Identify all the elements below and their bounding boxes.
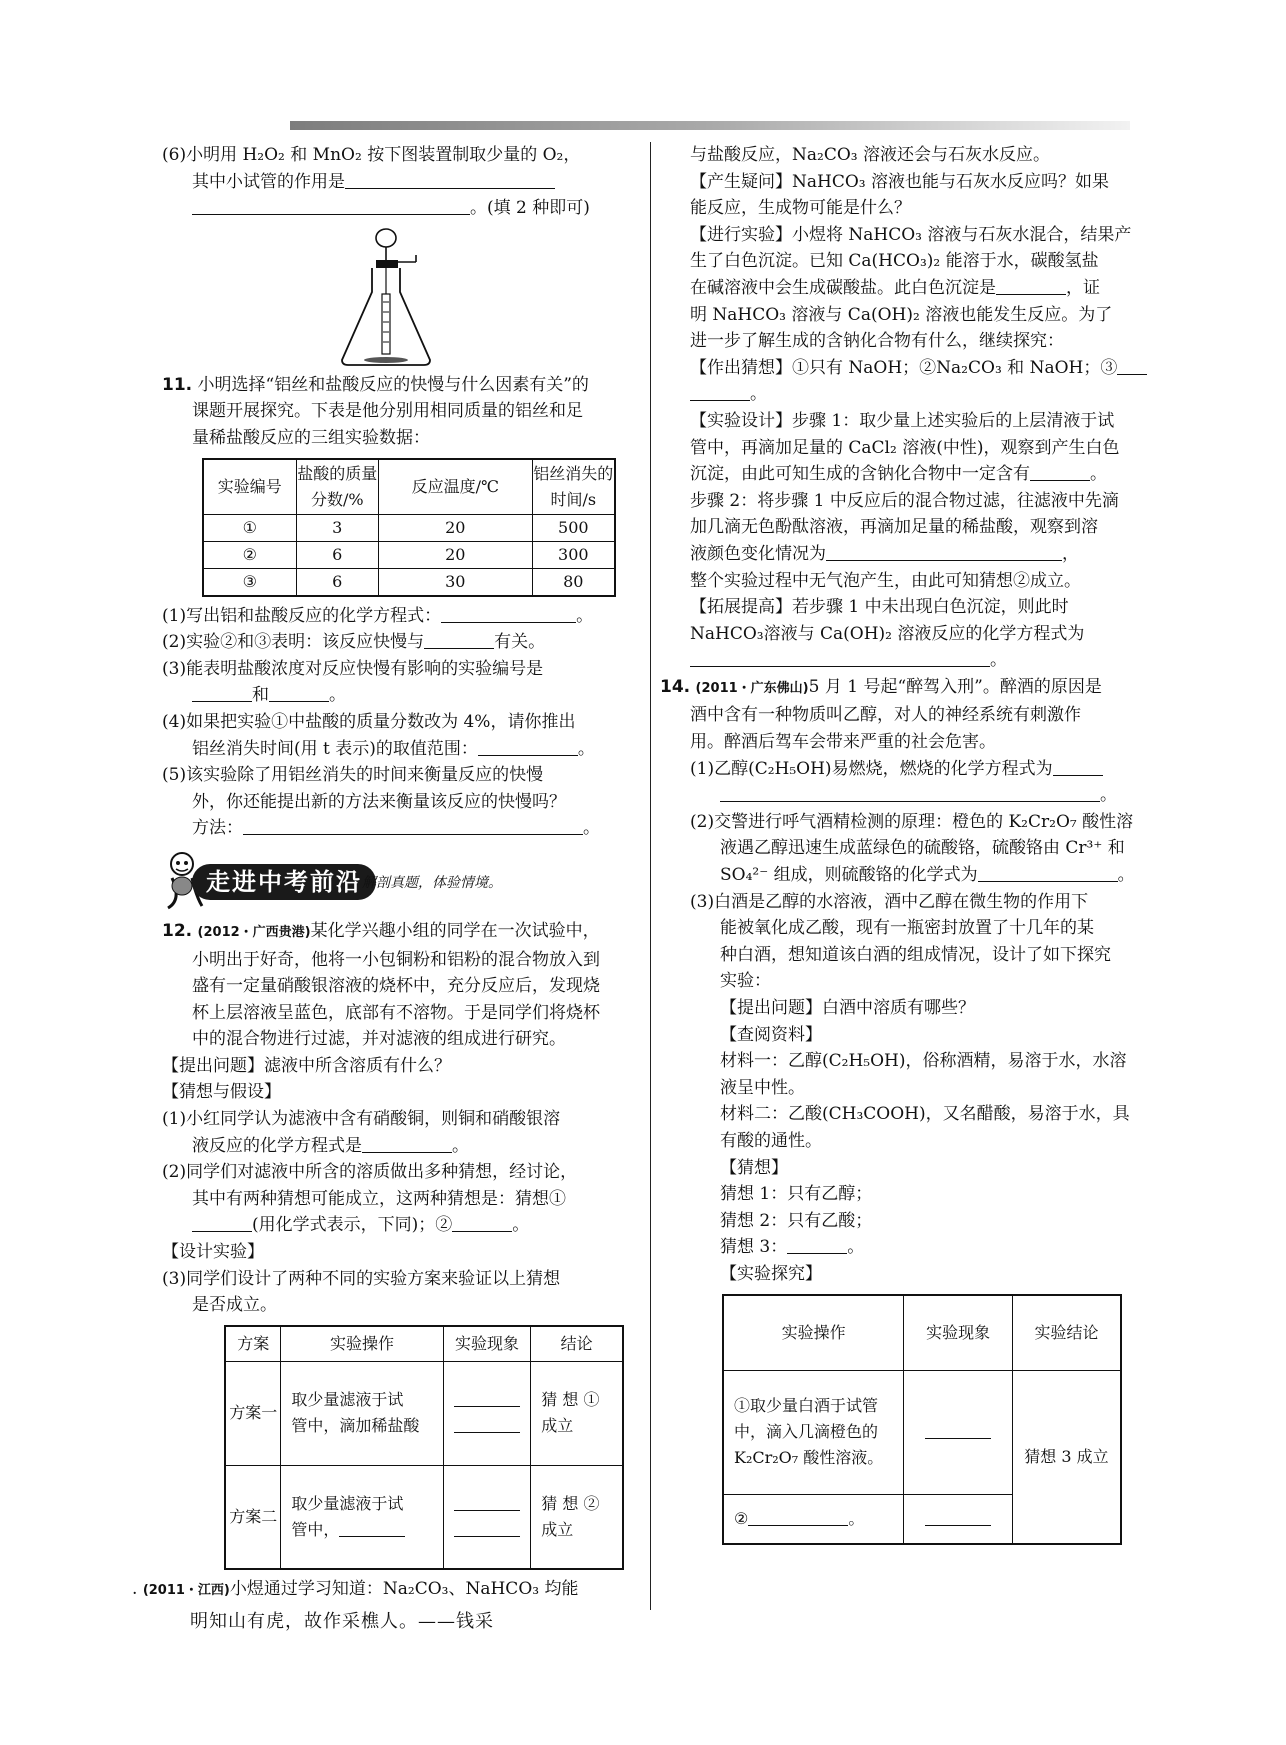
q13-source: (2011・江西) bbox=[142, 1583, 230, 1599]
table-cell: 6 bbox=[296, 541, 378, 568]
q14-material2-b: 有酸的通性。 bbox=[720, 1130, 822, 1151]
answer-blank bbox=[978, 863, 1118, 882]
table-header: 实验结论 bbox=[1012, 1295, 1121, 1371]
table-cell: ② bbox=[203, 541, 296, 568]
answer-blank bbox=[454, 1388, 520, 1407]
q14-s3-c: 种白酒，想知道该白酒的组成情况，设计了如下探究 bbox=[720, 944, 1111, 965]
banner-title: 走进中考前沿 bbox=[192, 864, 376, 900]
table-row bbox=[225, 1361, 623, 1465]
table-cell: ① bbox=[203, 514, 296, 541]
q12-design-heading: 【设计实验】 bbox=[162, 1242, 264, 1263]
answer-blank bbox=[454, 1492, 520, 1511]
q14-material1: 材料一：乙醇(C₂H₅OH)，俗称酒精，易溶于水，水溶 bbox=[720, 1051, 1127, 1072]
q13-r4: 【进行实验】小煜将 NaHCO₃ 溶液与石灰水混合，结果产 bbox=[690, 224, 1132, 245]
q14-explore-heading: 【实验探究】 bbox=[720, 1263, 822, 1284]
q12-question: 【提出问题】滤液中所含溶质有什么？ bbox=[162, 1055, 451, 1076]
q11-s2-tail: 有关。 bbox=[494, 632, 546, 653]
q14-guess1: 猜想 1：只有乙醇； bbox=[720, 1184, 873, 1205]
q12-s2-b: 其中有两种猜想可能成立，这两种猜想是：猜想① bbox=[192, 1188, 566, 1209]
q12-number: 12. bbox=[162, 920, 193, 941]
q12-source: (2012・广西贵港) bbox=[197, 924, 311, 940]
q11-line2: 课题开展探究。下表是他分别用相同质量的铝丝和足 bbox=[192, 401, 583, 422]
q12-s2: (2)同学们对滤液中所含的溶质做出多种猜想，经讨论， bbox=[162, 1162, 578, 1183]
q13-r16: 液颜色变化情况为 bbox=[690, 543, 826, 564]
footer-quote: 明知山有虎，故作采樵人。——钱采 bbox=[190, 1611, 494, 1632]
table-header: 反应温度/℃ bbox=[378, 459, 532, 515]
table-header: 实验现象 bbox=[443, 1326, 531, 1362]
table-cell: 6 bbox=[296, 568, 378, 596]
table-cell: ①取少量白酒于试管 中，滴入几滴橙色的 K₂Cr₂O₇ 酸性溶液。 bbox=[723, 1370, 904, 1494]
table-cell: 取少量滤液于试 管中， bbox=[281, 1465, 443, 1569]
table-cell: 80 bbox=[532, 568, 615, 596]
q14-number: 14. bbox=[660, 676, 691, 697]
answer-blank bbox=[345, 170, 555, 189]
table-cell: 20 bbox=[378, 514, 532, 541]
q11-s3-and: 和 bbox=[252, 685, 269, 706]
table-cell bbox=[443, 1465, 531, 1569]
q11-s4: (4)如果把实验①中盐酸的质量分数改为 4%，请你推出 bbox=[162, 711, 576, 732]
q11-s5: (5)该实验除了用铝丝消失的时间来衡量反应的快慢 bbox=[162, 765, 544, 786]
table-cell: 猜 想 ② 成立 bbox=[531, 1465, 623, 1569]
q14-reference-heading: 【查阅资料】 bbox=[720, 1024, 822, 1045]
answer-blank bbox=[826, 542, 1062, 561]
q13-r7: 明 NaHCO₃ 溶液与 Ca(OH)₂ 溶液也能发生反应。为了 bbox=[690, 304, 1113, 325]
q12-hypothesis-heading: 【猜想与假设】 bbox=[162, 1082, 281, 1103]
table-row bbox=[225, 1465, 623, 1569]
table-cell: 猜想 3 成立 bbox=[1012, 1370, 1121, 1544]
table-cell: ③ bbox=[203, 568, 296, 596]
answer-blank bbox=[441, 604, 576, 623]
q14-line3: 用。醉酒后驾车会带来严重的社会危害。 bbox=[690, 732, 996, 753]
q13-prefix: . bbox=[132, 1579, 138, 1600]
q10-6-line1: (6)小明用 H₂O₂ 和 MnO₂ 按下图装置制取少量的 O₂， bbox=[162, 145, 581, 165]
q12-plan-table bbox=[224, 1325, 624, 1571]
q14-line2: 酒中含有一种物质叫乙醇，对人的神经系统有刺激作 bbox=[690, 705, 1081, 726]
answer-blank bbox=[269, 683, 329, 702]
table-cell bbox=[904, 1370, 1013, 1494]
q14-s3: (3)白酒是乙醇的水溶液，酒中乙醇在微生物的作用下 bbox=[690, 891, 1089, 912]
answer-blank bbox=[1117, 356, 1147, 375]
q10-6-line2: 其中小试管的作用是 bbox=[192, 171, 345, 192]
answer-blank bbox=[454, 1518, 520, 1537]
answer-blank bbox=[925, 1507, 991, 1526]
section-banner bbox=[162, 850, 630, 914]
q12-s3-b: 是否成立。 bbox=[192, 1295, 277, 1316]
q14-s3-b: 能被氧化成乙酸，现有一瓶密封放置了十几年的某 bbox=[720, 918, 1094, 939]
q12-s2-c: (用化学式表示，下同)；② bbox=[252, 1215, 453, 1236]
answer-blank bbox=[362, 1134, 452, 1153]
table-cell: 30 bbox=[378, 568, 532, 596]
column-divider bbox=[650, 142, 651, 1610]
q11-line3: 量稀盐酸反应的三组实验数据： bbox=[192, 427, 430, 448]
answer-blank bbox=[478, 737, 578, 756]
right-column: 与盐酸反应，Na₂CO₃ 溶液还会与石灰水反应。 【产生疑问】NaHCO₃ 溶液也能与石灰水反应吗？如果 能反应，生成物可能是什么？ 【进行实验】小煜将 NaHCO₃ 溶液与石灰水混合，结果产 生了白色沉淀。已知 Ca(HCO₃)₂ 能溶于水，碳酸氢盐 在碱溶液中会生成碳酸盐。此白色沉淀是 ，证 明 NaHCO₃ 溶液与 Ca(OH)₂ 溶液也能发生反应。为了 进一步了解生成的含钠化合物有什么，继续探究： 【作出猜想】①只有 NaOH；②Na₂CO₃ 和 NaOH；③ 。 【实验设计】步骤 1：取少量上述实验后的上层清液于试 管中，再滴加足量的 CaCl₂ 溶液(中性)，观察到产生白色 沉淀，由此可知生成的含钠化合物中一定含有 。 步骤 2：将步骤 1 中反应后的混合物过滤，往滤液中先滴 加几滴无色酚酞溶液，再滴加足量的稀盐酸，观察到溶 液颜色变化情况为 ， 整个实验过程中无气泡产生，由此可知猜想②成立。 【拓展提高】若步骤 1 中未出现白色沉淀，则此时 NaHCO₃溶液与 Ca(OH)₂ 溶液反应的化学方程式为 。 14. (2011・广东佛山)5 月 1 号起“醉驾入刑”。醉酒的原因是 酒中含有一种物质叫乙醇，对人的神经系统有刺激作 用。醉酒后驾车会带来严重的社会危害。 (1)乙醇(C₂H₅OH)易燃烧，燃烧的化学方程式为 。 (2)交警进行呼气酒精检测的原理：橙色的 K₂Cr₂O₇ 酸性溶 液遇乙醇迅速生成蓝绿色的硫酸铬，硫酸铬由 Cr³⁺ 和 SO₄²⁻ 组成，则硫酸铬的化学式为 。 (3)白酒是乙醇的水溶液，酒中乙醇在微生物的作用下 能被氧化成乙酸，现有一瓶密封放置了十几年的某 种白酒，想知道该白酒的组成情况，设计了如下探究 实验： 【提出问题】白酒中溶质有哪些？ 【查阅资料】 材料一：乙醇(C₂H₅OH)，俗称酒精，易溶于水，水溶 液呈中性。 材料二：乙酸(CH₃COOH)，又名醋酸，易溶于水，具 有酸的通性。 【猜想】 猜想 1：只有乙醇； 猜想 2：只有乙酸； 猜想 3： 。 【实验探究】 实验操作 实验现象 实验结论 ①取少量白酒于试管 中，滴入几滴橙色的 K₂Cr₂O₇ 酸性溶液。 猜想 3 成立 ② 。 bbox=[690, 142, 1122, 1545]
table-cell: 取少量滤液于试 管中，滴加稀盐酸 bbox=[281, 1361, 443, 1465]
table-header: 方案 bbox=[225, 1326, 281, 1362]
q11-s5-c: 方法： bbox=[192, 818, 243, 839]
table-cell: 500 bbox=[532, 514, 615, 541]
answer-blank bbox=[339, 1518, 405, 1537]
answer-blank bbox=[1053, 757, 1103, 776]
table-cell: 方案一 bbox=[225, 1361, 281, 1465]
q14-material1-b: 液呈中性。 bbox=[720, 1077, 805, 1098]
header-gradient-bar bbox=[290, 121, 1130, 130]
q14-s2: (2)交警进行呼气酒精检测的原理：橙色的 K₂Cr₂O₇ 酸性溶 bbox=[690, 811, 1134, 832]
q12-s3: (3)同学们设计了两种不同的实验方案来验证以上猜想 bbox=[162, 1268, 561, 1289]
q11-s1: (1)写出铝和盐酸反应的化学方程式： bbox=[162, 605, 442, 626]
answer-blank bbox=[925, 1420, 991, 1439]
q14-s3-d: 实验： bbox=[720, 971, 771, 992]
q10-6-line3: 。(填 2 种即可) bbox=[470, 198, 590, 219]
q14-experiment-table bbox=[722, 1294, 1122, 1546]
q14-material2: 材料二：乙酸(CH₃COOH)，又名醋酸，易溶于水，具 bbox=[720, 1104, 1130, 1125]
table-cell: 猜 想 ① 成立 bbox=[531, 1361, 623, 1465]
answer-blank bbox=[192, 683, 252, 702]
q12-line5: 中的混合物进行过滤，并对滤液的组成进行研究。 bbox=[192, 1029, 566, 1050]
q13-r13: 沉淀，由此可知生成的含钠化合物中一定含有 bbox=[690, 464, 1030, 485]
q14-line1: 5 月 1 号起“醉驾入刑”。醉酒的原因是 bbox=[808, 676, 1102, 697]
q11-line1: 小明选择“铝丝和盐酸反应的快慢与什么因素有关”的 bbox=[197, 374, 589, 395]
flask-apparatus-icon bbox=[162, 222, 630, 372]
table-row bbox=[203, 514, 615, 541]
flask-apparatus-figure bbox=[162, 222, 630, 372]
q14-source: (2011・广东佛山) bbox=[695, 680, 809, 696]
q12-line2: 小明出于好奇，他将一小包铜粉和铝粉的混合物放入到 bbox=[192, 949, 600, 970]
table-cell: 300 bbox=[532, 541, 615, 568]
q11-s5-b: 外，你还能提出新的方法来衡量该反应的快慢吗？ bbox=[192, 791, 566, 812]
table-cell bbox=[443, 1361, 531, 1465]
table-header: 实验现象 bbox=[904, 1295, 1013, 1371]
q13-r6: 在碱溶液中会生成碳酸盐。此白色沉淀是 bbox=[690, 277, 996, 298]
q13-r14: 步骤 2：将步骤 1 中反应后的混合物过滤，往滤液中先滴 bbox=[690, 490, 1119, 511]
q13-r12: 管中，再滴加足量的 CaCl₂ 溶液(中性)，观察到产生白色 bbox=[690, 437, 1120, 458]
answer-blank bbox=[720, 783, 1100, 802]
q13-r2: 【产生疑问】NaHCO₃ 溶液也能与石灰水反应吗？如果 bbox=[690, 171, 1109, 192]
table-header: 盐酸的质量分数/% bbox=[296, 459, 378, 515]
answer-blank bbox=[1030, 462, 1090, 481]
table-cell bbox=[904, 1494, 1013, 1544]
q12-line3: 盛有一定量硝酸银溶液的烧杯中，充分反应后，发现烧 bbox=[192, 976, 600, 997]
answer-blank bbox=[748, 1507, 848, 1526]
q13-r9: 【作出猜想】①只有 NaOH；②Na₂CO₃ 和 NaOH；③ bbox=[690, 357, 1118, 378]
q12-line1: 某化学兴趣小组的同学在一次试验中， bbox=[310, 920, 600, 941]
q14-guess-heading: 【猜想】 bbox=[720, 1157, 788, 1178]
q12-s1-b: 液反应的化学方程式是 bbox=[192, 1135, 362, 1156]
table-row bbox=[723, 1370, 1121, 1494]
q11-s2: (2)实验②和③表明：该反应快慢与 bbox=[162, 632, 425, 653]
q11-s4-b: 铝丝消失时间(用 t 表示)的取值范围： bbox=[192, 738, 478, 759]
q13-r8: 进一步了解生成的含钠化合物有什么，继续探究： bbox=[690, 331, 1064, 352]
answer-blank bbox=[243, 816, 583, 835]
table-header: 实验编号 bbox=[203, 459, 296, 515]
table-cell: 20 bbox=[378, 541, 532, 568]
table-cell: 方案二 bbox=[225, 1465, 281, 1569]
answer-blank bbox=[454, 1414, 520, 1433]
answer-blank bbox=[452, 1213, 512, 1232]
table-header: 实验操作 bbox=[281, 1326, 443, 1362]
q11-s3: (3)能表明盐酸浓度对反应快慢有影响的实验编号是 bbox=[162, 658, 544, 679]
q14-guess3: 猜想 3： bbox=[720, 1237, 788, 1258]
q13-r5: 生了白色沉淀。已知 Ca(HCO₃)₂ 能溶于水，碳酸氢盐 bbox=[690, 251, 1099, 272]
q14-question: 【提出问题】白酒中溶质有哪些？ bbox=[720, 998, 975, 1018]
q13-r1: 与盐酸反应，Na₂CO₃ 溶液还会与石灰水反应。 bbox=[690, 145, 1050, 165]
q14-guess2: 猜想 2：只有乙酸； bbox=[720, 1210, 873, 1231]
q14-s1: (1)乙醇(C₂H₅OH)易燃烧，燃烧的化学方程式为 bbox=[690, 758, 1053, 779]
q13-r19: NaHCO₃溶液与 Ca(OH)₂ 溶液反应的化学方程式为 bbox=[690, 623, 1085, 644]
answer-blank bbox=[787, 1235, 847, 1254]
q13-line1: 小煜通过学习知道：Na₂CO₃、NaHCO₃ 均能 bbox=[229, 1579, 579, 1600]
left-column: (6)小明用 H₂O₂ 和 MnO₂ 按下图装置制取少量的 O₂， 其中小试管的作用是 。(填 2 种即可) 11. 小明选择“铝丝和盐酸反应的快慢与什么因素有关”的 课题开展探究。下表是他分别用相同质量的铝丝和足 量稀盐酸反应的三组实验数据： 实验编号 盐酸的质量分数/% 反应温度/℃ 铝丝消失的时间/s ① 3 20 500 ② 6 20 300 ③ 6 30 80 (1)写出铝和盐酸反应的化学方程式： 。 (2)实验②和③表明：该反应快慢与 有关。 (3)能表明盐酸浓度对反应快慢有影响的实验编号是 和 。 (4)如果把实验①中盐酸的质量分数改为 4%，请你推出 铝丝消失时间(用 t 表示)的取值范围： 。 (5)该实验除了用铝丝消失的时间来衡量反应的快慢 外，你还能提出新的方法来衡量该反应的快慢吗？ 方法： 。 走进中考前沿 解剖真题，体验情境。 12. (2012・广西贵港)某化学兴趣小组的同学在一次试验中， 小明出于好奇，他将一小包铜粉和铝粉的混合物放入到 盛有一定量硝酸银溶液的烧杯中，充分反应后，发现烧 杯上层溶液呈蓝色，底部有不溶物。于是同学们将烧杯 中的混合物进行过滤，并对滤液的组成进行研究。 【提出问题】滤液中所含溶质有什么？ 【猜想与假设】 (1)小红同学认为滤液中含有硝酸铜，则铜和硝酸银溶 液反应的化学方程式是 。 (2)同学们对滤液中所含的溶质做出多种猜想，经讨论， 其中有两种猜想可能成立，这两种猜想是：猜想① (用化学式表示，下同)；② 。 【设计实验】 (3)同学们设计了两种不同的实验方案来验证以上猜想 是否成立。 方案 实验操作 实验现象 结论 方案一 取少量滤液于试 管中，滴加稀盐酸 猜 想 ① 成立 方案二 取少量滤液于试 管中， 猜 想 ② 成立 . (2011・江西)小煜通过学习知道：Na₂CO₃、NaHCO₃ 均能 bbox=[162, 142, 630, 1605]
q13-r15: 加几滴无色酚酞溶液，再滴加足量的稀盐酸，观察到溶 bbox=[690, 517, 1098, 538]
answer-blank bbox=[996, 276, 1066, 295]
q12-s1: (1)小红同学认为滤液中含有硝酸铜，则铜和硝酸银溶 bbox=[162, 1109, 561, 1130]
q13-r17: 整个实验过程中无气泡产生，由此可知猜想②成立。 bbox=[690, 570, 1081, 591]
q14-s2-b: 液遇乙醇迅速生成蓝绿色的硫酸铬，硫酸铬由 Cr³⁺ 和 bbox=[720, 838, 1125, 859]
q11-number: 11. bbox=[162, 374, 193, 395]
q13-r11: 【实验设计】步骤 1：取少量上述实验后的上层清液于试 bbox=[690, 410, 1115, 431]
q12-line4: 杯上层溶液呈蓝色，底部有不溶物。于是同学们将烧杯 bbox=[192, 1002, 600, 1023]
q11-data-table bbox=[202, 458, 616, 597]
q13-r18: 【拓展提高】若步骤 1 中未出现白色沉淀，则此时 bbox=[690, 597, 1069, 618]
table-header: 铝丝消失的时间/s bbox=[532, 459, 615, 515]
q14-s2-c: SO₄²⁻ 组成，则硫酸铬的化学式为 bbox=[720, 865, 978, 886]
table-header: 结论 bbox=[531, 1326, 623, 1362]
banner-subtitle: 解剖真题，体验情境。 bbox=[362, 874, 502, 891]
q13-r3: 能反应，生成物可能是什么？ bbox=[690, 198, 911, 219]
answer-blank bbox=[192, 196, 470, 215]
answer-blank bbox=[424, 630, 494, 649]
table-row bbox=[203, 541, 615, 568]
table-header: 实验操作 bbox=[723, 1295, 904, 1371]
answer-blank bbox=[192, 1213, 252, 1232]
table-cell: ② 。 bbox=[723, 1494, 904, 1544]
answer-blank bbox=[690, 648, 990, 667]
table-row bbox=[203, 568, 615, 596]
answer-blank bbox=[690, 382, 750, 401]
table-cell: 3 bbox=[296, 514, 378, 541]
